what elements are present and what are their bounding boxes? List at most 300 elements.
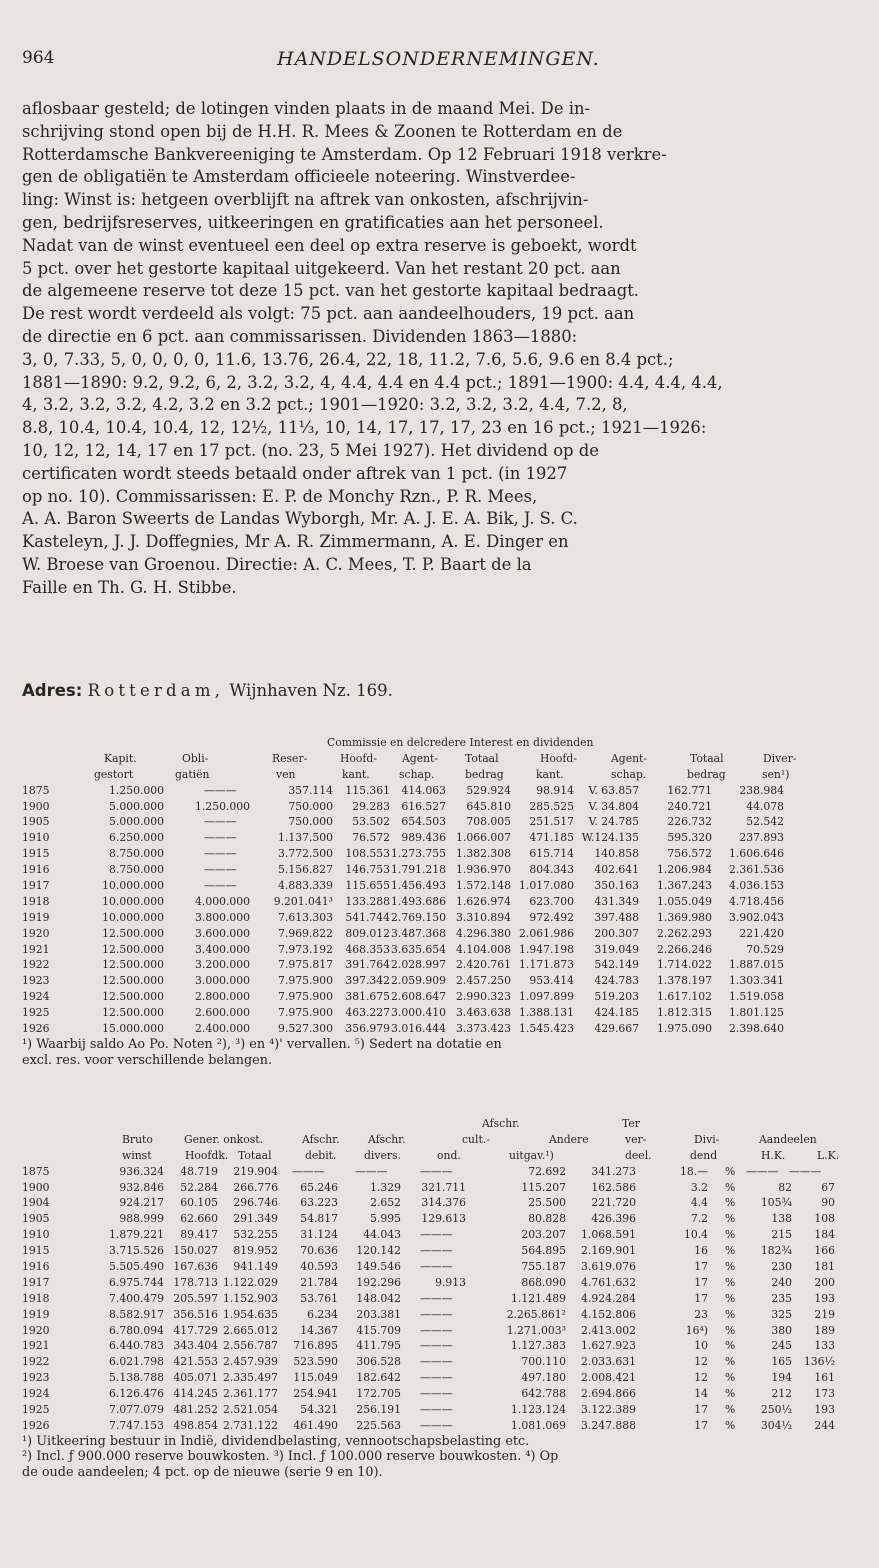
- body-line: de algemeene reserve tot deze 15 pct. van het gestorte kapitaal bedraagt.: [22, 281, 640, 301]
- table1-cell: 7.975.900: [278, 974, 333, 988]
- table2-cell: 304½: [760, 1418, 792, 1432]
- table1-cell: 2.990.323: [456, 990, 511, 1004]
- table2-dash-cell: ———: [420, 1228, 453, 1242]
- table2-cell: 136½: [803, 1355, 835, 1369]
- table1-cell: 1.791.218: [391, 863, 446, 877]
- table1-cell: 1.055.049: [657, 894, 712, 908]
- table1-row: [22, 846, 857, 862]
- table1-cell: 12.500.000: [102, 958, 164, 972]
- table2-cell: 240: [771, 1275, 792, 1289]
- table1-cell: 2.398.640: [729, 1022, 784, 1036]
- table1-column-header: Obli-: [182, 751, 209, 765]
- table2-cell: 5.505.490: [109, 1260, 164, 1274]
- table1-cell: 2.800.000: [195, 990, 250, 1004]
- table2-row: [22, 1418, 857, 1434]
- table2-cell: 14.367: [300, 1323, 338, 1337]
- table1-cell: 3.600.000: [195, 926, 250, 940]
- table2-cell: 54.321: [300, 1403, 338, 1417]
- table1-cell: 541.744: [345, 910, 390, 924]
- table2-cell: 172.705: [356, 1387, 401, 1401]
- running-title: HANDELSONDERNEMINGEN.: [277, 48, 600, 70]
- table1-row: [22, 783, 857, 799]
- table2-cell: 205.597: [173, 1291, 218, 1305]
- table1-cell: 2.028.997: [391, 958, 446, 972]
- table1-cell: 2.400.000: [195, 1022, 250, 1036]
- table2-cell: 2.652: [370, 1196, 401, 1210]
- table1-cell: 200.307: [594, 926, 639, 940]
- table1-cell: 162.771: [667, 783, 712, 797]
- table2-row: [22, 1243, 857, 1259]
- table1-cell: 1.887.015: [729, 958, 784, 972]
- table2-year-cell: 1924: [22, 1387, 50, 1401]
- table1-cell: 989.436: [401, 831, 446, 845]
- table1-cell: V. 34.804: [588, 799, 639, 813]
- table2-cell: 150.027: [173, 1244, 218, 1258]
- table2-cell: 1.152.903: [223, 1291, 278, 1305]
- table2-cell: 193: [814, 1403, 835, 1417]
- table2-column-header: debit.: [305, 1148, 337, 1162]
- table1-cell: 1.303.341: [729, 974, 784, 988]
- table2-cell: 4.761.632: [581, 1275, 636, 1289]
- table2-cell: 2.008.421: [581, 1371, 636, 1385]
- table1-cell: 70.529: [746, 942, 784, 956]
- table1-cell: 76.572: [352, 831, 390, 845]
- table2-column-header: Ter: [622, 1117, 640, 1130]
- table1-cell: 2.361.536: [729, 863, 784, 877]
- table1-cell: 251.517: [529, 815, 574, 829]
- table2-cell: 219.904: [233, 1164, 278, 1178]
- table1-column-header: Agent-: [611, 751, 648, 765]
- table1-year-cell: 1923: [22, 974, 50, 988]
- table1-column-header: bedrag: [465, 767, 504, 781]
- table2-cell: 12: [694, 1371, 708, 1385]
- table1-cell: 8.750.000: [109, 863, 164, 877]
- table1-dash-cell: ———: [204, 879, 237, 893]
- table2-cell: 2.665.012: [223, 1323, 278, 1337]
- table2-footnote: ²) Incl. ƒ 900.000 reserve bouwkosten. ³) Incl. ƒ 100.000 reserve bouwkosten. ⁴) Op: [22, 1449, 559, 1465]
- body-line: op no. 10). Commissarissen: E. P. de Monchy Rzn., P. R. Mees,: [22, 486, 538, 506]
- table2-column-header: H.K.: [761, 1148, 786, 1162]
- table2-cell: 2.731.122: [223, 1418, 278, 1432]
- table2-cell: 65.246: [300, 1180, 338, 1194]
- table1-cell: 1.097.899: [519, 990, 574, 1004]
- table2-dash-cell: ———: [420, 1164, 453, 1178]
- table1-cell: 5.000.000: [109, 799, 164, 813]
- table1-cell: 414.063: [401, 783, 446, 797]
- table1-footnote: excl. res. voor verschillende belangen.: [22, 1052, 273, 1068]
- table2-cell: 54.817: [300, 1212, 338, 1226]
- table2-cell: 133: [814, 1339, 835, 1353]
- table2-cell: 2.033.631: [581, 1355, 636, 1369]
- table1-year-cell: 1920: [22, 926, 50, 940]
- table1-cell: 319.049: [594, 942, 639, 956]
- table1-year-cell: 1922: [22, 958, 50, 972]
- table2-year-cell: 1904: [22, 1196, 50, 1210]
- table2-cell: 1.329: [370, 1180, 401, 1194]
- table1-cell: 654.503: [401, 815, 446, 829]
- body-line: aflosbaar gesteld; de lotingen vinden plaats in de maand Mei. De in-: [22, 99, 591, 118]
- table1-cell: 708.005: [466, 815, 511, 829]
- table1-cell: 972.492: [529, 910, 574, 924]
- table2-cell: 461.490: [293, 1418, 338, 1432]
- table2-percent-cell: %: [725, 1196, 736, 1210]
- table2-dash-cell: ———: [292, 1164, 325, 1178]
- table2-cell: 17: [694, 1291, 708, 1305]
- table2-column-header: Totaal: [238, 1148, 272, 1162]
- table2-cell: 105¾: [760, 1196, 792, 1210]
- table1-cell: 3.200.000: [195, 958, 250, 972]
- table2-column-header: winst: [122, 1148, 152, 1162]
- table1-cell: 756.572: [667, 847, 712, 861]
- table2-cell: 82: [778, 1180, 792, 1194]
- table2-cell: 7.077.079: [109, 1403, 164, 1417]
- body-line: 5 pct. over het gestorte kapitaal uitgekeerd. Van het restant 20 pct. aan: [22, 258, 621, 278]
- table2-cell: 2.169.901: [581, 1244, 636, 1258]
- table1-cell: 1.947.198: [519, 942, 574, 956]
- table1-cell: 1.975.090: [657, 1022, 712, 1036]
- table2-cell: 716.895: [293, 1339, 338, 1353]
- table2-footnotes: [22, 1434, 857, 1481]
- table1-column-header: Hoofd-: [540, 751, 577, 765]
- table2-cell: 3.2: [690, 1180, 708, 1194]
- table2-row: [22, 1180, 857, 1196]
- table1-cell: 1.388.131: [519, 1006, 574, 1020]
- table1-cell: 1.250.000: [109, 783, 164, 797]
- table2-cell: 129.613: [421, 1212, 466, 1226]
- address-street: Wijnhaven Nz. 169.: [229, 681, 393, 700]
- table2-cell: 296.746: [233, 1196, 278, 1210]
- table2-cell: 291.349: [233, 1212, 278, 1226]
- table1-cell: 1.493.686: [391, 894, 446, 908]
- table1-cell: 2.457.250: [456, 974, 511, 988]
- table2-cell: 414.245: [173, 1387, 218, 1401]
- table2-percent-cell: %: [725, 1323, 736, 1337]
- table2-cell: 256.191: [356, 1403, 401, 1417]
- table1-cell: 5.000.000: [109, 815, 164, 829]
- table2-cell: 63.223: [300, 1196, 338, 1210]
- page-number: 964: [22, 48, 55, 68]
- table1-cell: 1.801.125: [729, 1006, 784, 1020]
- table1-cell: 226.732: [667, 815, 712, 829]
- table2-cell: 182.642: [356, 1371, 401, 1385]
- table2-cell: 7.747.153: [109, 1418, 164, 1432]
- table1-cell: 52.542: [746, 815, 784, 829]
- table1-cell: V. 63.857: [588, 783, 639, 797]
- address-city: Rotterdam,: [87, 681, 225, 700]
- table2-year-cell: 1926: [22, 1418, 50, 1432]
- table2-column-header: uitgav.¹): [509, 1148, 554, 1162]
- table2-cell: 4.152.806: [581, 1307, 636, 1321]
- table2-cell: 250½: [760, 1403, 792, 1417]
- table2-year-cell: 1915: [22, 1244, 50, 1258]
- table1-cell: 108.553: [345, 847, 390, 861]
- body-line: 8.8, 10.4, 10.4, 10.4, 12, 12½, 11⅓, 10, 14, 17, 17, 17, 23 en 16 pct.; 1921—1926:: [22, 418, 707, 438]
- table2-footnote: de oude aandeelen; 4 pct. op de nieuwe (serie 9 en 10).: [22, 1465, 383, 1480]
- table1-column-header: Kapit.: [104, 751, 137, 765]
- table2-year-cell: 1875: [22, 1164, 50, 1178]
- table1-cell: 2.600.000: [195, 1006, 250, 1020]
- table2-dash-cell: ———: [420, 1418, 453, 1432]
- table2-cell: 7.2: [690, 1212, 708, 1226]
- table2-cell: 219: [814, 1307, 835, 1321]
- table2-row: [22, 1291, 857, 1307]
- table2-dash-cell: ———: [420, 1403, 453, 1417]
- table2-cell: 415.709: [356, 1323, 401, 1337]
- table1-cell: 4.718.456: [729, 894, 784, 908]
- table2-cell: 325: [771, 1307, 792, 1321]
- table1-cell: 1.714.022: [657, 958, 712, 972]
- table1-column-header: kant.: [536, 767, 564, 781]
- table2-cell: 40.593: [300, 1260, 338, 1274]
- table2-percent-cell: %: [725, 1403, 736, 1417]
- table1-cell: 44.078: [746, 799, 784, 813]
- table1-cell: 519.203: [594, 990, 639, 1004]
- table2-dash-cell: ———: [789, 1164, 822, 1178]
- body-line: Nadat van de winst eventueel een deel op extra reserve is geboekt, wordt: [22, 235, 637, 255]
- table1-cell: 1.572.148: [456, 879, 511, 893]
- table1-row: [22, 957, 857, 973]
- table2-column-header: Andere: [549, 1132, 589, 1146]
- table2-column-header: dend: [690, 1148, 718, 1162]
- table2-cell: 12: [694, 1355, 708, 1369]
- table2-cell: 193: [814, 1291, 835, 1305]
- table2-row: [22, 1307, 857, 1323]
- table1-cell: 7.975.817: [278, 958, 333, 972]
- table2-cell: 62.660: [180, 1212, 218, 1226]
- table1-cell: 1.812.315: [657, 1006, 712, 1020]
- table2-header-row: [22, 1116, 857, 1132]
- table2-cell: 321.711: [421, 1180, 466, 1194]
- table2-cell: 3.122.389: [581, 1403, 636, 1417]
- table2-cell: 235: [771, 1291, 792, 1305]
- body-line: 4, 3.2, 3.2, 3.2, 4.2, 3.2 en 3.2 pct.; 1901—1920: 3.2, 3.2, 3.2, 4.4, 7.2, 8,: [22, 395, 628, 415]
- table2-cell: 60.105: [180, 1196, 218, 1210]
- table2-cell: 52.284: [180, 1180, 218, 1194]
- table1-cell: 12.500.000: [102, 1006, 164, 1020]
- table2-header-row: [22, 1132, 857, 1148]
- table2-cell: 421.553: [173, 1355, 218, 1369]
- table1-cell: 2.420.761: [456, 958, 511, 972]
- table1-cell: 1.206.984: [657, 863, 712, 877]
- table2-row: [22, 1275, 857, 1291]
- body-paragraph: [22, 98, 854, 600]
- table1-year-cell: 1925: [22, 1006, 50, 1020]
- table1-cell: 3.016.444: [391, 1022, 446, 1036]
- table2-cell: 405.071: [173, 1371, 218, 1385]
- table2-column-header: ond.: [437, 1148, 461, 1162]
- table2-row: [22, 1195, 857, 1211]
- table1-cell: 4.296.380: [456, 926, 511, 940]
- table1-dash-cell: ———: [204, 815, 237, 829]
- table2-cell: 426.396: [591, 1212, 636, 1226]
- table1-cell: 1.382.308: [456, 847, 511, 861]
- table2-percent-cell: %: [725, 1260, 736, 1274]
- table1-row: [22, 1005, 857, 1021]
- table1-group-header: Commissie en delcredere Interest en dividenden: [327, 736, 594, 749]
- table1-cell: 397.488: [594, 910, 639, 924]
- table1-cell: 468.353: [345, 942, 390, 956]
- table1-cell: 98.914: [536, 783, 574, 797]
- table1-cell: 53.502: [352, 815, 390, 829]
- table1-cell: 12.500.000: [102, 990, 164, 1004]
- table1-cell: 115.655: [345, 879, 390, 893]
- table1-cell: 953.414: [529, 974, 574, 988]
- table2-percent-cell: %: [725, 1355, 736, 1369]
- table1-row: [22, 973, 857, 989]
- table2-dash-cell: ———: [746, 1164, 779, 1178]
- table2-cell: 868.090: [521, 1275, 566, 1289]
- table1-cell: 804.343: [529, 863, 574, 877]
- table2-cell: 3.619.076: [581, 1260, 636, 1274]
- table2-cell: 18.—: [680, 1164, 708, 1178]
- table2-cell: 498.854: [173, 1418, 218, 1432]
- table2-cell: 108: [814, 1212, 835, 1226]
- table1-row: [22, 1021, 857, 1037]
- table1-row: [22, 942, 857, 958]
- table2-cell: 6.021.798: [109, 1355, 164, 1369]
- table2-cell: 200: [814, 1275, 835, 1289]
- table1-cell: 2.266.246: [657, 942, 712, 956]
- table1-row: [22, 799, 857, 815]
- table2-year-cell: 1921: [22, 1339, 50, 1353]
- table2-cell: 2.521.054: [223, 1403, 278, 1417]
- table2-cell: 53.761: [300, 1291, 338, 1305]
- table1-cell: 750.000: [288, 815, 333, 829]
- table2-cell: 162.586: [591, 1180, 636, 1194]
- table2-cell: 192.296: [356, 1275, 401, 1289]
- table2-year-cell: 1923: [22, 1371, 50, 1385]
- table2-cell: 2.335.497: [223, 1371, 278, 1385]
- table1-header-row: [22, 767, 857, 783]
- table2-cell: 1.123.124: [511, 1403, 566, 1417]
- table1-year-cell: 1924: [22, 990, 50, 1004]
- table1-cell: 12.500.000: [102, 926, 164, 940]
- table1-cell: 7.973.192: [278, 942, 333, 956]
- table2-cell: 700.110: [521, 1355, 566, 1369]
- table2-year-cell: 1917: [22, 1275, 50, 1289]
- table1-cell: 2.769.150: [391, 910, 446, 924]
- table2-cell: 936.324: [119, 1164, 164, 1178]
- table2-column-header: deel.: [625, 1148, 652, 1162]
- table2-cell: 941.149: [233, 1260, 278, 1274]
- table2-cell: 266.776: [233, 1180, 278, 1194]
- table2-cell: 215: [771, 1228, 792, 1242]
- table1-cell: 5.156.827: [278, 863, 333, 877]
- table1-cell: 1.606.646: [729, 847, 784, 861]
- table1-year-cell: 1915: [22, 847, 50, 861]
- table1-cell: 6.250.000: [109, 831, 164, 845]
- table1-dash-cell: ———: [204, 847, 237, 861]
- body-line: schrijving stond open bij de H.H. R. Mees & Zoonen te Rotterdam en de: [22, 121, 623, 141]
- table2-column-header: Divi-: [694, 1132, 720, 1146]
- table2-percent-cell: %: [725, 1244, 736, 1258]
- table2-cell: 244: [814, 1418, 835, 1432]
- table1-cell: 615.714: [529, 847, 574, 861]
- table1-year-cell: 1900: [22, 799, 50, 813]
- table2-percent-cell: %: [725, 1291, 736, 1305]
- table2-cell: 380: [771, 1323, 792, 1337]
- table2-cell: 7.400.479: [109, 1291, 164, 1305]
- table2-cell: 225.563: [356, 1418, 401, 1432]
- table2-cell: 819.952: [233, 1244, 278, 1258]
- table1-column-header: schap.: [611, 767, 647, 781]
- table1-cell: 350.163: [594, 879, 639, 893]
- table2-cell: 212: [771, 1387, 792, 1401]
- table1-cell: 1.378.197: [657, 974, 712, 988]
- table2-cell: 532.255: [233, 1228, 278, 1242]
- table1-cell: 357.114: [288, 783, 333, 797]
- table1-cell: 1.456.493: [391, 879, 446, 893]
- table1-year-cell: 1926: [22, 1022, 50, 1036]
- table1-cell: 8.750.000: [109, 847, 164, 861]
- table2-cell: 44.043: [363, 1228, 401, 1242]
- table1-cell: 4.883.339: [278, 879, 333, 893]
- table2-cell: 411.795: [356, 1339, 401, 1353]
- table1-cell: 285.525: [529, 799, 574, 813]
- table1-cell: 429.667: [594, 1022, 639, 1036]
- table2-row: [22, 1386, 857, 1402]
- table1-column-header: Agent-: [402, 751, 439, 765]
- table2-cell: 181: [814, 1260, 835, 1274]
- table2-column-header: Bruto: [122, 1132, 153, 1146]
- table2-cell: 115.207: [521, 1180, 566, 1194]
- table2-cell: 6.440.783: [109, 1339, 164, 1353]
- table2-row: [22, 1227, 857, 1243]
- table2-year-cell: 1925: [22, 1403, 50, 1417]
- table2-column-header: divers.: [364, 1148, 401, 1162]
- table2-column-header: Afschr.: [368, 1132, 406, 1146]
- table2-cell: 161: [814, 1371, 835, 1385]
- table1-dash-cell: ———: [204, 783, 237, 797]
- table1-column-header: schap.: [399, 767, 435, 781]
- table1-group-header-row: [22, 735, 857, 751]
- table2-dash-cell: ———: [420, 1291, 453, 1305]
- table2-cell: 8.582.917: [109, 1307, 164, 1321]
- table2-cell: 1.122.029: [223, 1275, 278, 1289]
- body-line: 10, 12, 12, 14, 17 en 17 pct. (no. 23, 5 Mei 1927). Het dividend op de: [22, 440, 599, 460]
- table2-cell: 203.381: [356, 1307, 401, 1321]
- table2-cell: 755.187: [521, 1260, 566, 1274]
- table2-cell: 1.068.591: [581, 1228, 636, 1242]
- table1-row: [22, 894, 857, 910]
- body-line: de directie en 6 pct. aan commissarissen. Dividenden 1863—1880:: [22, 326, 578, 346]
- table2-cell: 417.729: [173, 1323, 218, 1337]
- table2-cell: 9.913: [435, 1275, 466, 1289]
- table1-cell: 463.227: [345, 1006, 390, 1020]
- table1-row: [22, 910, 857, 926]
- table2-column-header: Afschr.: [302, 1132, 340, 1146]
- table1-cell: 391.764: [345, 958, 390, 972]
- table2-cell: 1.121.489: [511, 1291, 566, 1305]
- table2-cell: 1.271.003³: [506, 1323, 566, 1337]
- table2-cell: 6.780.094: [109, 1323, 164, 1337]
- table1-cell: 1.367.243: [657, 879, 712, 893]
- table2-cell: 203.207: [521, 1228, 566, 1242]
- table1-cell: 1.617.102: [657, 990, 712, 1004]
- table1-cell: 1.626.974: [456, 894, 511, 908]
- table2-percent-cell: %: [725, 1339, 736, 1353]
- table2-dash-cell: ———: [420, 1339, 453, 1353]
- table1-cell: 424.185: [594, 1006, 639, 1020]
- body-line: A. A. Baron Sweerts de Landas Wyborgh, Mr. A. J. E. A. Bik, J. S. C.: [22, 509, 578, 529]
- table2-percent-cell: %: [725, 1307, 736, 1321]
- table2-cell: 115.049: [293, 1371, 338, 1385]
- table1-cell: 7.975.900: [278, 1006, 333, 1020]
- table1-cell: 15.000.000: [102, 1022, 164, 1036]
- table1-cell: 146.753: [345, 863, 390, 877]
- table1-cell: 9.527.300: [278, 1022, 333, 1036]
- table2-year-cell: 1910: [22, 1228, 50, 1242]
